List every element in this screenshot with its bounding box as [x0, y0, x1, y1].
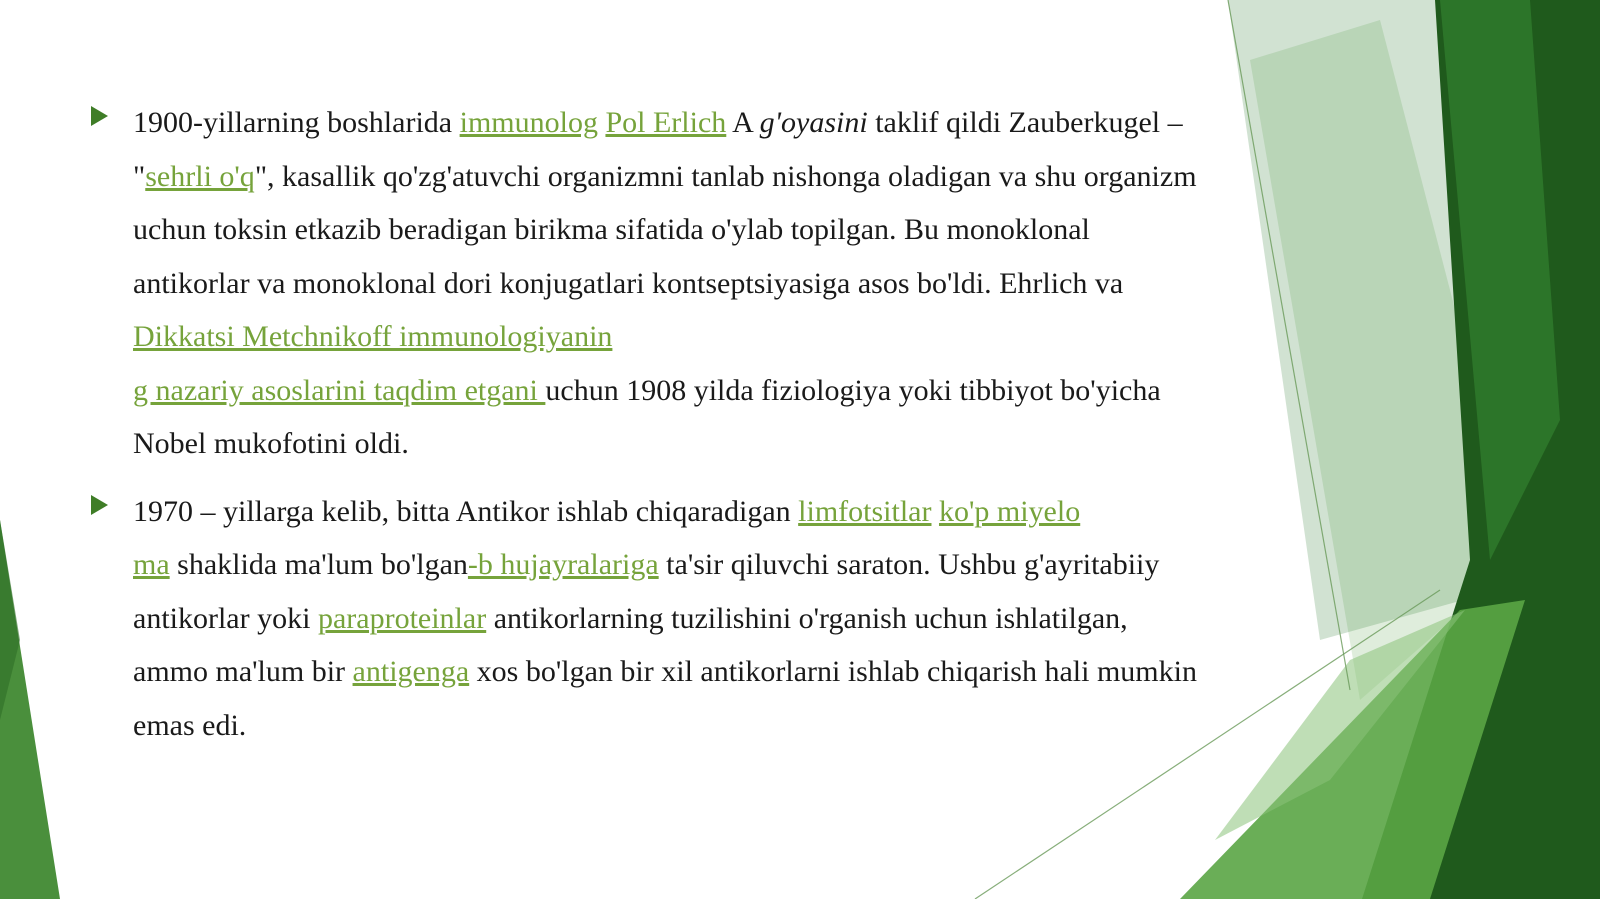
link-sehrli-oq[interactable]: sehrli o'q	[145, 159, 255, 193]
text-segment: antikorlarning tuzilishini o'rganish uchun ishlatilgan, ammo ma'lum bir	[133, 601, 1128, 688]
text-segment: ", kasallik qo'zg'atuvchi organizmni tanlab nishonga oladigan va shu organizm uchun toksin etkazib beradigan birikma sifatida o'ylab topilgan. Bu monoklonal antikorlar va monoklonal dori konjugatlari kontseptsiyasiga asos bo'ldi. Ehrlich va	[133, 159, 1197, 300]
triangle-bullet-icon	[91, 495, 108, 515]
link-immunolog[interactable]: immunolog	[459, 106, 598, 139]
link-limfotsitlar[interactable]: limfotsitlar	[798, 494, 932, 528]
link-metchnikoff-line1[interactable]: Dikkatsi Metchnikoff immunologiyanin	[133, 320, 613, 353]
text-segment: 1970 – yillarga kelib, bitta Antikor ishlab chiqaradigan	[133, 494, 799, 528]
text-segment: 1900-yillarning boshlarida	[133, 106, 460, 139]
slide-content	[88, 96, 1208, 752]
text-segment: A	[726, 106, 760, 139]
text-segment: ta'sir qiluvchi saraton. Ushbu g'ayritabiiy antikorlar yoki	[133, 548, 1160, 635]
link-b-hujayralariga[interactable]: -b hujayralariga	[467, 548, 659, 581]
link-antigenga[interactable]: antigenga	[352, 655, 470, 688]
link-kop-miyeloma-line2[interactable]: ma	[133, 548, 170, 581]
link-paraproteinlar[interactable]: paraproteinlar	[317, 601, 487, 635]
italic-text: g'oyasini	[759, 106, 868, 139]
link-pol-erlich[interactable]: Pol Erlich	[605, 106, 727, 139]
triangle-bullet-icon	[91, 106, 108, 126]
text-segment: shaklida ma'lum bo'lgan	[169, 548, 468, 581]
text-segment: uchun 1908 yilda fiziologiya yoki tibbiyot bo'yicha Nobel mukofotini oldi.	[133, 373, 1161, 460]
link-kop-miyeloma-line1[interactable]: ko'p miyelo	[938, 494, 1081, 528]
link-metchnikoff-line2[interactable]: g nazariy asoslarini taqdim etgani	[133, 373, 546, 407]
text-segment: taklif qildi Zauberkugel – "	[133, 106, 1183, 193]
bullet-item-1900	[88, 96, 1208, 471]
text-wrap-line	[133, 374, 1161, 461]
bullet-item-1970	[88, 485, 1208, 753]
text-segment: xos bo'lgan bir xil antikorlarni ishlab chiqarish hali mumkin emas edi.	[133, 655, 1197, 742]
